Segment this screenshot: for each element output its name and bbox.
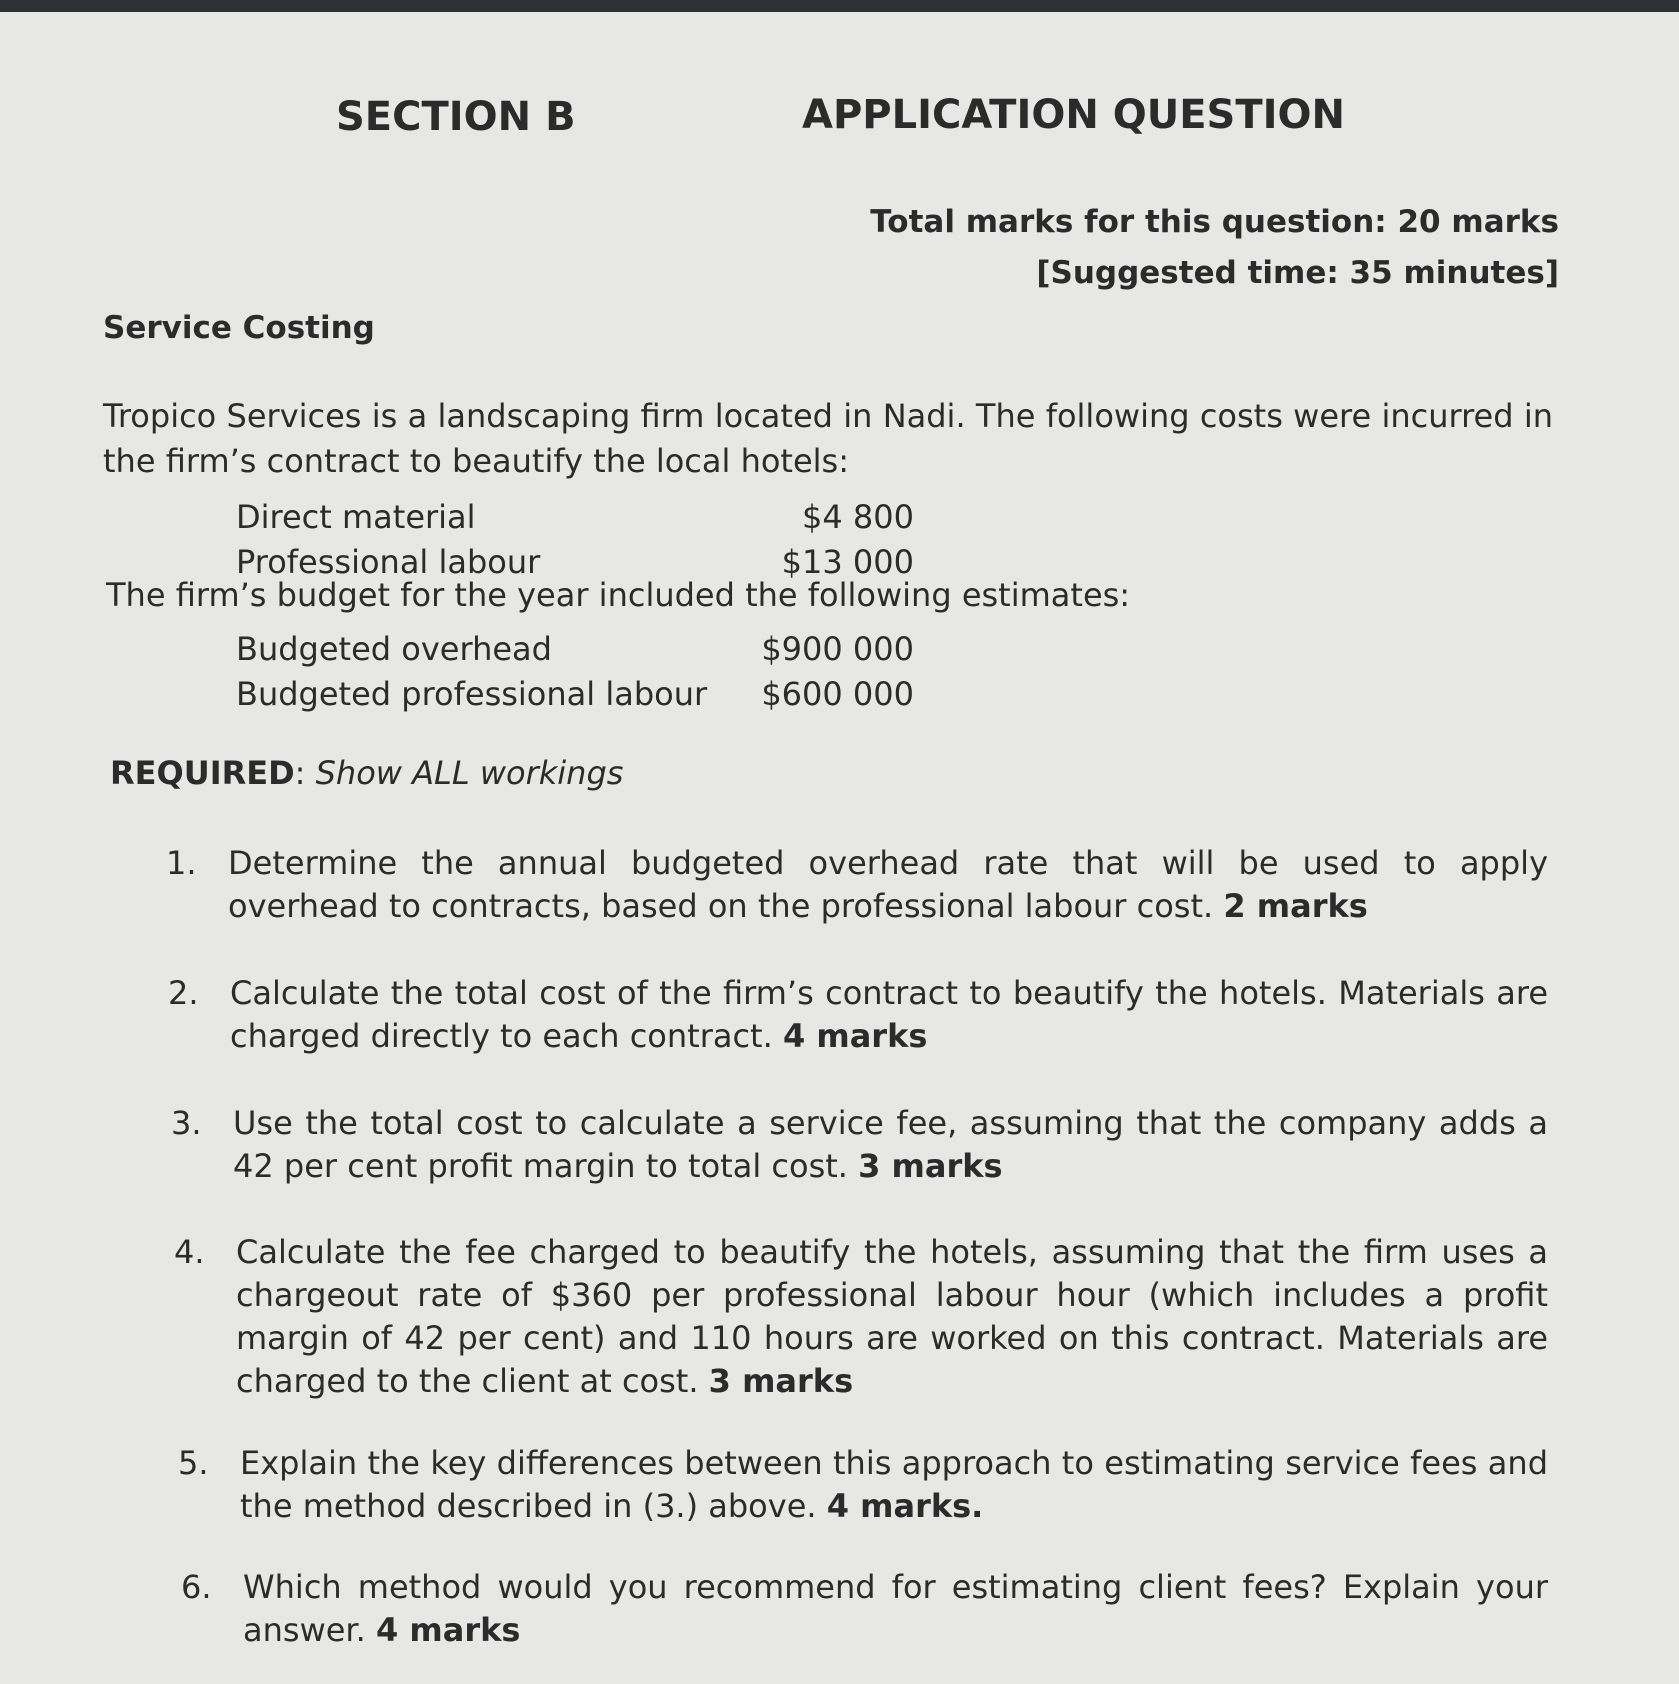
question-text: Determine the annual budgeted overhead rate that will be used to apply overhead to contracts, based on the professional labour cost. (228, 844, 1548, 925)
question-item-1 (166, 842, 1548, 928)
cost-label-professional-labour: Professional labour (236, 543, 541, 581)
budget-value-overhead: $900 000 (761, 630, 914, 668)
question-text: Which method would you recommend for estimating client fees? Explain your answer. (243, 1568, 1548, 1649)
question-item-6 (181, 1566, 1548, 1652)
question-item-5 (178, 1442, 1548, 1528)
question-text: Calculate the total cost of the firm’s contract to beautify the hotels. Materials are charged directly to each contract. (230, 974, 1548, 1055)
section-label: SECTION B (336, 94, 576, 140)
question-text: Explain the key differences between this approach to estimating service fees and the method described in (3.) above. (240, 1444, 1548, 1525)
question-number: 1. (166, 844, 197, 882)
cost-value-direct-material: $4 800 (802, 498, 914, 536)
question-number: 5. (178, 1444, 209, 1482)
suggested-time: [Suggested time: 35 minutes] (1036, 255, 1559, 291)
cost-value-professional-labour: $13 000 (781, 543, 914, 581)
question-marks: 3 marks (858, 1147, 1003, 1185)
budget-value-professional-labour: $600 000 (761, 675, 914, 713)
question-title: APPLICATION QUESTION (802, 92, 1346, 138)
question-number: 2. (168, 974, 199, 1012)
question-number: 3. (171, 1104, 202, 1142)
required-line (110, 754, 623, 792)
cost-label-direct-material: Direct material (236, 498, 476, 536)
question-marks: 3 marks (708, 1362, 854, 1400)
question-number: 4. (174, 1233, 205, 1271)
question-marks: 4 marks (375, 1611, 521, 1649)
question-item-2 (168, 972, 1548, 1058)
budget-intro: The firm’s budget for the year included the following estimates: (106, 576, 1131, 614)
required-instruction: Show ALL workings (315, 754, 624, 792)
question-marks: 2 marks (1223, 887, 1368, 925)
question-text: Use the total cost to calculate a service fee, assuming that the company adds a 42 per cent profit margin to total cost. (233, 1104, 1548, 1185)
question-item-3 (171, 1102, 1548, 1188)
question-marks: 4 marks (782, 1017, 928, 1055)
required-label: REQUIRED (110, 754, 295, 792)
question-text: Calculate the fee charged to beautify the hotels, assuming that the firm uses a chargeout rate of $360 per professional labour hour (which includes a profit margin of 42 per cent) and 110 hours are worked on this contract. Materials are charged to the client at cost. (236, 1233, 1548, 1400)
question-marks: 4 marks. (826, 1487, 984, 1525)
intro-paragraph: Tropico Services is a landscaping firm located in Nadi. The following costs were incurred in the firm’s contract to beautify the local hotels: (103, 397, 1553, 480)
required-separator: : (294, 754, 316, 792)
budget-label-professional-labour: Budgeted professional labour (236, 675, 708, 713)
total-marks: Total marks for this question: 20 marks (870, 204, 1559, 240)
question-number: 6. (181, 1568, 212, 1606)
question-item-4 (174, 1231, 1548, 1403)
topic-heading: Service Costing (103, 310, 375, 346)
budget-label-overhead: Budgeted overhead (236, 630, 552, 668)
document-page (0, 12, 1679, 1684)
